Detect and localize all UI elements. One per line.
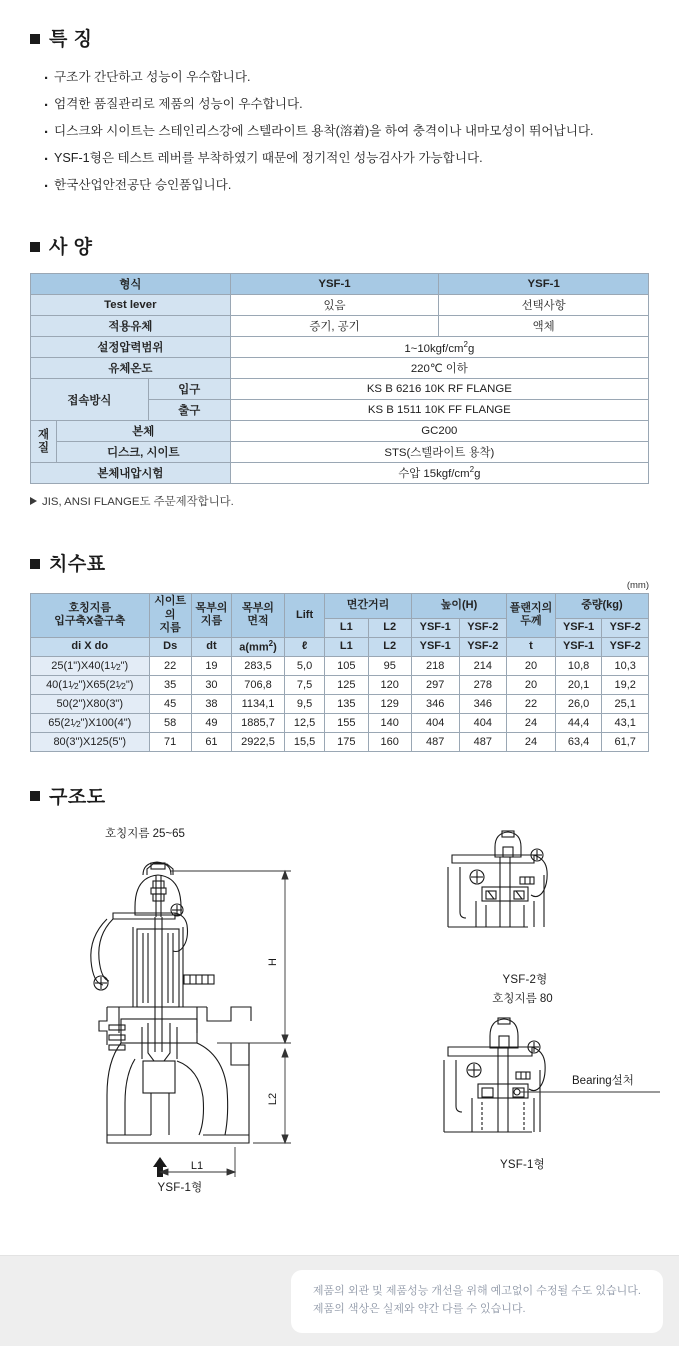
dim-cell-throat-dia: 38 <box>191 694 231 713</box>
dim-cell-height-ysf2: 214 <box>459 656 507 675</box>
dim-header-throat-dia <box>191 594 231 637</box>
spec-label-inlet: 입구 <box>148 379 230 400</box>
spec-label-lever: Test lever <box>31 295 231 316</box>
spec-value-lever-2: 선택사항 <box>439 295 649 316</box>
dim-header-throat-d-l1: 목부의 <box>195 602 228 615</box>
footer-line-1: 제품의 외관 및 제품성능 개선을 위해 예고없이 수정될 수도 있습니다. <box>312 1285 641 1297</box>
dim-header-flange-l2: 두께 <box>520 615 542 628</box>
spec-label-body: 본체 <box>56 421 230 442</box>
spec-value-hydro-post: g <box>474 468 481 481</box>
dim-cell-height-ysf1: 346 <box>411 694 459 713</box>
dim-header-height: 높이(H) <box>411 594 506 618</box>
dim-header-seat-l2: 지름 <box>159 622 181 635</box>
table-row <box>31 358 649 379</box>
spec-value-inlet: KS B 6216 10K RF FLANGE <box>230 379 648 400</box>
diagrams-container <box>30 825 649 1225</box>
dim-cell-weight-ysf1: 10,8 <box>555 656 602 675</box>
dim-cell-seat-dia: 45 <box>149 694 191 713</box>
dim-cell-nominal: 50(2")X80(3") <box>31 694 150 713</box>
dim-subheader-L1b: L1 <box>325 637 368 656</box>
dim-cell-L2: 140 <box>368 713 411 732</box>
spec-value-type-1: YSF-1 <box>230 274 439 295</box>
dimension-table-body <box>31 656 649 751</box>
dim-cell-throat-area: 706,8 <box>232 675 285 694</box>
dim-subheader-di-do: di X do <box>31 637 150 656</box>
dim-subheader-area-pre: a(mm <box>239 641 269 654</box>
spec-label-pressure: 설정압력범위 <box>31 337 231 358</box>
dim-cell-weight-ysf1: 26,0 <box>555 694 602 713</box>
spec-label-hydro: 본체내압시험 <box>31 463 231 484</box>
dim-cell-lift: 9,5 <box>284 694 324 713</box>
specifications-section <box>30 238 649 509</box>
dim-cell-flange-thickness: 20 <box>507 675 556 694</box>
list-item: · YSF-1형은 테스트 레버를 부착하였기 때문에 정기적인 성능검사가 가능합니다. <box>44 150 649 168</box>
dim-header-flange-l1: 플랜지의 <box>509 602 553 615</box>
list-item: · 한국산업안전공단 승인품입니다. <box>44 177 649 195</box>
dim-cell-weight-ysf2: 43,1 <box>602 713 649 732</box>
spec-heading-label: 사 양 <box>49 237 93 259</box>
structure-heading <box>30 788 649 807</box>
spec-value-disc-seat: STS(스텔라이트 용착) <box>230 442 648 463</box>
dim-header-throat-area <box>232 594 285 637</box>
dim-subheader-ysf1-h: YSF-1 <box>411 637 459 656</box>
dim-cell-throat-area: 2922,5 <box>232 732 285 751</box>
dim-cell-height-ysf2: 487 <box>459 732 507 751</box>
table-row <box>31 675 649 694</box>
dim-subheader-area-post: ) <box>273 641 277 654</box>
dim-subheader-area-sup: 2 <box>268 638 274 648</box>
spec-note-label: JIS, ANSI FLANGE도 주문제작합니다. <box>42 496 234 509</box>
dim-header-seat-l1: 시이트의 <box>154 595 187 621</box>
dim-header-nominal-l2: 입구축X출구축 <box>54 615 126 628</box>
square-bullet-icon <box>30 791 40 801</box>
spec-label-material <box>31 421 57 463</box>
table-subheader-row-2 <box>31 637 649 656</box>
diagram-left-size-label: 호칭지름 25~65 <box>105 827 185 840</box>
dim-subheader-L1: L1 <box>325 618 368 637</box>
spec-label-material-1: 재 <box>37 428 49 441</box>
square-bullet-icon <box>30 34 40 44</box>
dim-cell-height-ysf1: 297 <box>411 675 459 694</box>
features-list <box>30 69 649 194</box>
features-section <box>30 0 649 194</box>
dim-subheader-w-ysf1: YSF-1 <box>555 618 602 637</box>
dim-cell-nominal: $25(1")X40(1^1⁄2")$ <box>31 656 150 675</box>
dim-subheader-w-ysf2: YSF-2 <box>602 618 649 637</box>
dim-subheader-L2b: L2 <box>368 637 411 656</box>
spec-value-lever-1: 있음 <box>230 295 439 316</box>
spec-label-disc-seat: 디스크, 시이트 <box>56 442 230 463</box>
dim-header-nominal-l1: 호칭지름 <box>68 602 112 615</box>
dim-subheader-ysf2-w: YSF-2 <box>602 637 649 656</box>
dim-subheader-L2: L2 <box>368 618 411 637</box>
dim-cell-weight-ysf1: 20,1 <box>555 675 602 694</box>
dim-cell-height-ysf1: 404 <box>411 713 459 732</box>
dim-cell-nominal: $65(2^1⁄2")X100(4")$ <box>31 713 150 732</box>
dim-cell-nominal: $40(1^1⁄2")X65(2^1⁄2")$ <box>31 675 150 694</box>
dim-cell-weight-ysf2: 25,1 <box>602 694 649 713</box>
square-bullet-icon <box>30 242 40 252</box>
table-row <box>31 295 649 316</box>
dim-cell-throat-area: 283,5 <box>232 656 285 675</box>
dim-subheader-lift-sym: ℓ <box>284 637 324 656</box>
spec-note <box>30 493 649 509</box>
list-item: · 구조가 간단하고 성능이 우수합니다. <box>44 69 649 87</box>
structure-heading-label: 구조도 <box>49 786 106 808</box>
dim-cell-flange-thickness: 22 <box>507 694 556 713</box>
valve-detail-ysf2 <box>420 825 620 955</box>
spec-label-type: 형식 <box>31 274 231 295</box>
diagram-left <box>85 825 345 1195</box>
spec-value-outlet: KS B 1511 10K FF FLANGE <box>230 400 648 421</box>
dim-cell-lift: 7,5 <box>284 675 324 694</box>
dim-cell-throat-area: 1134,1 <box>232 694 285 713</box>
spec-value-fluid-2: 액체 <box>439 316 649 337</box>
dim-header-nominal <box>31 594 150 637</box>
dim-cell-height-ysf1: 487 <box>411 732 459 751</box>
dim-cell-weight-ysf2: 19,2 <box>602 675 649 694</box>
spec-heading <box>30 238 649 257</box>
dim-cell-flange-thickness: 24 <box>507 732 556 751</box>
diagram-right-top-caption: YSF-2형 <box>502 973 548 986</box>
dim-subheader-h-ysf1: YSF-1 <box>411 618 459 637</box>
dim-cell-L2: 160 <box>368 732 411 751</box>
dim-header-throat-a-l1: 목부의 <box>242 602 274 615</box>
dim-header-lift: Lift <box>284 594 324 637</box>
table-row <box>31 442 649 463</box>
dim-subheader-t: t <box>507 637 556 656</box>
features-heading <box>30 30 649 49</box>
square-bullet-icon <box>30 559 40 569</box>
table-row <box>31 463 649 484</box>
dim-cell-seat-dia: 35 <box>149 675 191 694</box>
table-row <box>31 316 649 337</box>
spec-value-hydro <box>230 463 648 484</box>
dim-subheader-ysf1-w: YSF-1 <box>555 637 602 656</box>
dim-cell-L1: 105 <box>325 656 368 675</box>
dim-cell-lift: 15,5 <box>284 732 324 751</box>
dim-subheader-Ds: Ds <box>149 637 191 656</box>
dim-cell-L2: 95 <box>368 656 411 675</box>
dim-header-throat-a-l2: 면적 <box>247 615 269 628</box>
dim-cell-seat-dia: 58 <box>149 713 191 732</box>
spec-value-pressure <box>230 337 648 358</box>
dim-header-flange-thickness <box>507 594 556 637</box>
dim-cell-L1: 155 <box>325 713 368 732</box>
structure-section <box>30 788 649 1225</box>
footer-line-2: 제품의 색상은 실제와 약간 다를 수 있습니다. <box>312 1302 526 1315</box>
table-row <box>31 337 649 358</box>
spec-value-hydro-pre: 수압 15kgf/cm <box>398 468 470 481</box>
dim-subheader-area <box>232 637 285 656</box>
dim-subheader-ysf2-h: YSF-2 <box>459 637 507 656</box>
dim-cell-height-ysf1: 218 <box>411 656 459 675</box>
diagram-right-bottom-size-label: 호칭지름 80 <box>492 992 553 1005</box>
dim-header-weight: 중량(kg) <box>555 594 648 618</box>
dim-cell-nominal: 80(3")X125(5") <box>31 732 150 751</box>
dimension-heading <box>30 555 649 574</box>
list-item: · 디스크와 시이트는 스테인리스강에 스텔라이트 용착(溶着)을 하여 충격이나 내마모성이 뛰어납니다. <box>44 123 649 141</box>
diagram-right-bottom-caption: YSF-1형 <box>500 1158 545 1171</box>
valve-cutaway-ysf1-large <box>85 847 335 1177</box>
dimension-unit-label: (mm) <box>626 580 649 592</box>
table-row <box>31 379 649 400</box>
dim-subheader-h-ysf2: YSF-2 <box>459 618 507 637</box>
list-item: · 엄격한 품질관리로 제품의 성능이 우수합니다. <box>44 96 649 114</box>
dim-cell-flange-thickness: 20 <box>507 656 556 675</box>
dim-cell-L2: 129 <box>368 694 411 713</box>
dim-header-throat-d-l2: 지름 <box>200 615 223 628</box>
table-row <box>31 732 649 751</box>
table-row <box>31 656 649 675</box>
specifications-table <box>30 273 649 484</box>
dim-cell-throat-dia: 61 <box>191 732 231 751</box>
spec-label-fluid: 적용유체 <box>31 316 231 337</box>
valve-detail-ysf1-80 <box>420 1012 670 1152</box>
table-row <box>31 694 649 713</box>
spec-value-pressure-post: g <box>467 342 475 355</box>
table-row <box>31 421 649 442</box>
diagram-left-caption: YSF-1형 <box>157 1181 203 1194</box>
dim-header-seat-dia <box>149 594 191 637</box>
diagram-right-bottom <box>420 990 679 1172</box>
spec-value-hydro-sup: 2 <box>469 465 475 475</box>
dim-cell-height-ysf2: 346 <box>459 694 507 713</box>
dim-cell-weight-ysf2: 61,7 <box>602 732 649 751</box>
spec-value-type-2: YSF-1 <box>439 274 649 295</box>
dim-cell-flange-thickness: 24 <box>507 713 556 732</box>
table-row <box>31 274 649 295</box>
spec-value-pressure-sup: 2 <box>463 339 468 349</box>
dim-cell-L1: 135 <box>325 694 368 713</box>
dim-cell-weight-ysf2: 10,3 <box>602 656 649 675</box>
dim-cell-height-ysf2: 404 <box>459 713 507 732</box>
triangle-bullet-icon <box>30 497 37 505</box>
dim-cell-seat-dia: 71 <box>149 732 191 751</box>
dim-cell-weight-ysf1: 63,4 <box>555 732 602 751</box>
dim-label-L2: L2 <box>267 1092 279 1105</box>
dim-cell-weight-ysf1: 44,4 <box>555 713 602 732</box>
dimension-table <box>30 593 649 751</box>
spec-value-fluid-1: 증기, 공기 <box>230 316 439 337</box>
footer-band <box>0 1256 679 1346</box>
spec-value-body: GC200 <box>230 421 648 442</box>
spec-label-material-2: 질 <box>37 441 49 454</box>
dim-cell-throat-dia: 30 <box>191 675 231 694</box>
dim-cell-L2: 120 <box>368 675 411 694</box>
dim-subheader-dt: dt <box>191 637 231 656</box>
dimension-section <box>30 555 649 751</box>
dimension-heading-label: 치수표 <box>49 554 106 576</box>
dim-header-face-to-face: 면간거리 <box>325 594 412 618</box>
dim-cell-height-ysf2: 278 <box>459 675 507 694</box>
spec-value-pressure-pre: 1~10kgf/cm <box>404 342 464 355</box>
dim-cell-L1: 175 <box>325 732 368 751</box>
dim-cell-lift: 5,0 <box>284 656 324 675</box>
dim-cell-L1: 125 <box>325 675 368 694</box>
spec-label-outlet: 출구 <box>148 400 230 421</box>
dim-cell-throat-area: 1885,7 <box>232 713 285 732</box>
table-header-row <box>31 594 649 618</box>
spec-label-connection: 접속방식 <box>31 379 149 421</box>
dim-label-L1: L1 <box>190 1159 204 1172</box>
footer-disclaimer <box>291 1270 663 1333</box>
dim-cell-throat-dia: 49 <box>191 713 231 732</box>
table-row <box>31 713 649 732</box>
features-heading-label: 특 징 <box>49 29 93 50</box>
spec-label-temp: 유체온도 <box>31 358 231 379</box>
dim-label-H: H <box>267 957 279 966</box>
dim-cell-lift: 12,5 <box>284 713 324 732</box>
diagram-right-top <box>420 825 630 987</box>
dim-cell-seat-dia: 22 <box>149 656 191 675</box>
spec-value-temp: 220℃ 이하 <box>230 358 648 379</box>
dim-cell-throat-dia: 19 <box>191 656 231 675</box>
bearing-annotation-label: Bearing설처 <box>572 1074 634 1087</box>
